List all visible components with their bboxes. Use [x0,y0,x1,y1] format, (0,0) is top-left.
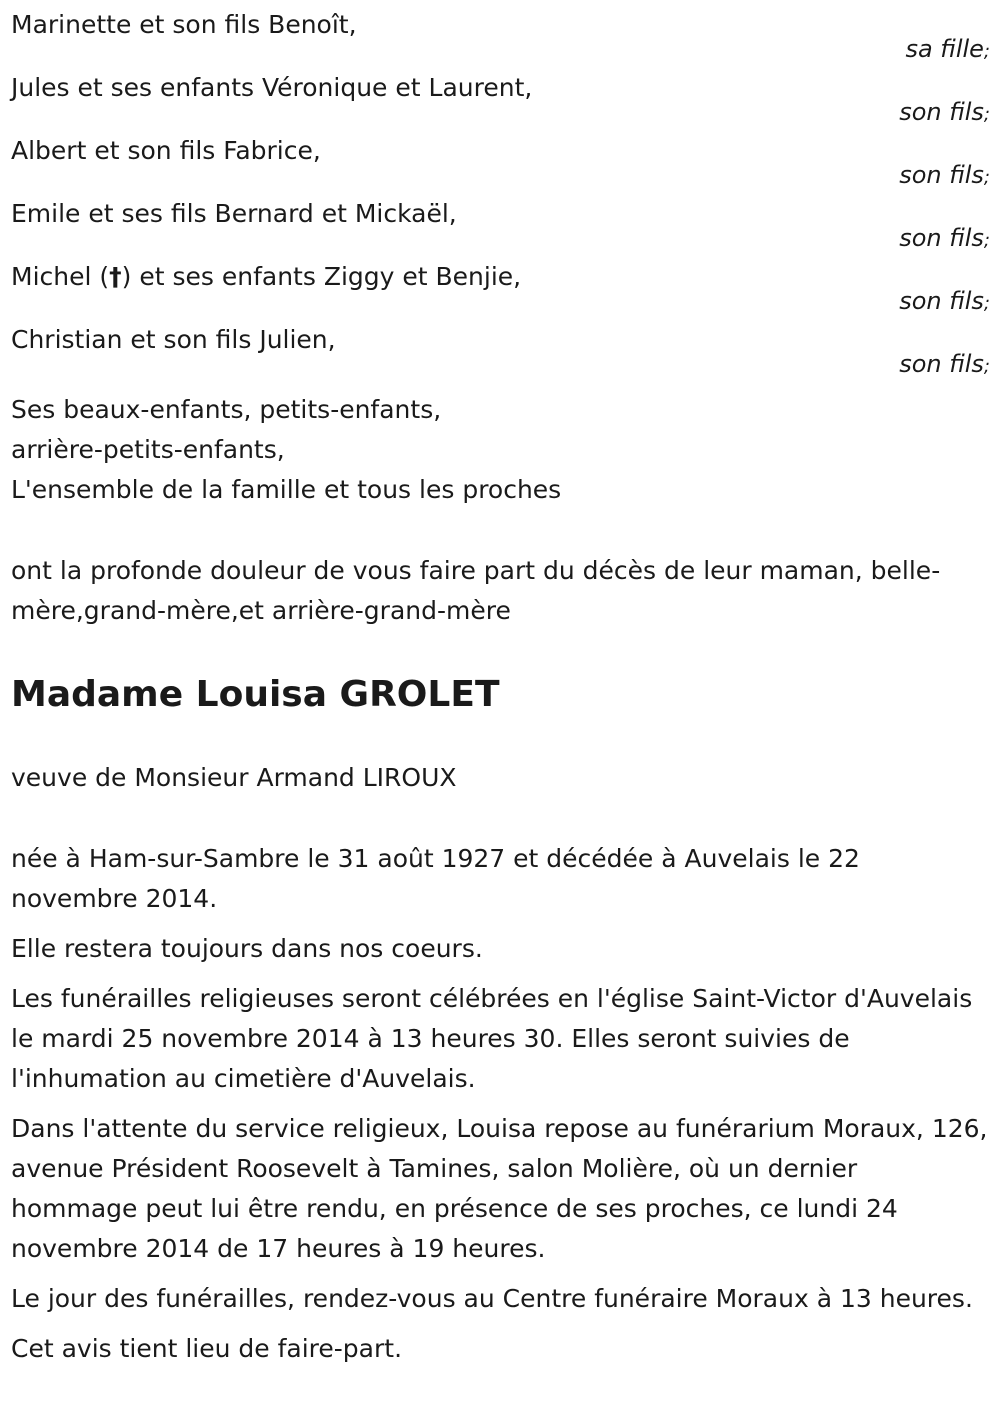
family-entry [11,189,990,252]
obituary-notice [11,0,990,1369]
cross-icon: † [109,262,122,291]
family-member: Emile et ses fils Bernard et Mickaël, [11,199,457,228]
closing-note: Cet avis tient lieu de faire-part. [11,1334,403,1363]
family-entry [11,126,990,189]
other-relatives-line: arrière-petits-enfants, [11,435,285,464]
family-list [11,0,990,378]
family-entry [11,315,990,378]
birth-death-info: née à Ham-sur-Sambre le 31 août 1927 et décédée à Auvelais le 22 novembre 2014. [11,844,860,913]
visitation-info: Dans l'attente du service religieux, Louisa repose au funérarium Moraux, 126, avenue Président Roosevelt à Tamines, salon Molière, où un dernier hommage peut lui être rendu, en présence de ses proches, ce lundi 24 novembre 2014 de 17 heures à 19 heures. [11,1114,988,1263]
other-relatives [11,390,990,510]
family-member: Michel (†) et ses enfants Ziggy et Benjie, [11,262,522,291]
family-relation: son fils; [899,350,990,378]
family-entry [11,0,990,63]
family-relation: son fils; [899,161,990,189]
announcement-intro: ont la profonde douleur de vous faire part du décès de leur maman, belle-mère,grand-mère,et arrière-grand-mère [11,556,941,625]
family-entry [11,252,990,315]
family-relation: son fils; [899,98,990,126]
meeting-info: Le jour des funérailles, rendez-vous au Centre funéraire Moraux à 13 heures. [11,1284,973,1313]
family-entry [11,63,990,126]
deceased-name: Madame Louisa GROLET [11,674,500,715]
funeral-info: Les funérailles religieuses seront célébrées en l'église Saint-Victor d'Auvelais le mardi 25 novembre 2014 à 13 heures 30. Elles seront suivies de l'inhumation au cimetière d'Auvelais. [11,984,973,1093]
other-relatives-line: Ses beaux-enfants, petits-enfants, [11,395,442,424]
family-relation: son fils; [899,224,990,252]
remembrance-line: Elle restera toujours dans nos coeurs. [11,934,483,963]
family-member: Christian et son fils Julien, [11,325,336,354]
other-relatives-line: L'ensemble de la famille et tous les proches [11,475,562,504]
family-relation: sa fille; [905,35,990,63]
widow-of: veuve de Monsieur Armand LIROUX [11,763,457,792]
family-relation: son fils; [899,287,990,315]
family-member: Marinette et son fils Benoît, [11,10,357,39]
family-member: Jules et ses enfants Véronique et Laurent, [11,73,533,102]
family-member: Albert et son fils Fabrice, [11,136,321,165]
